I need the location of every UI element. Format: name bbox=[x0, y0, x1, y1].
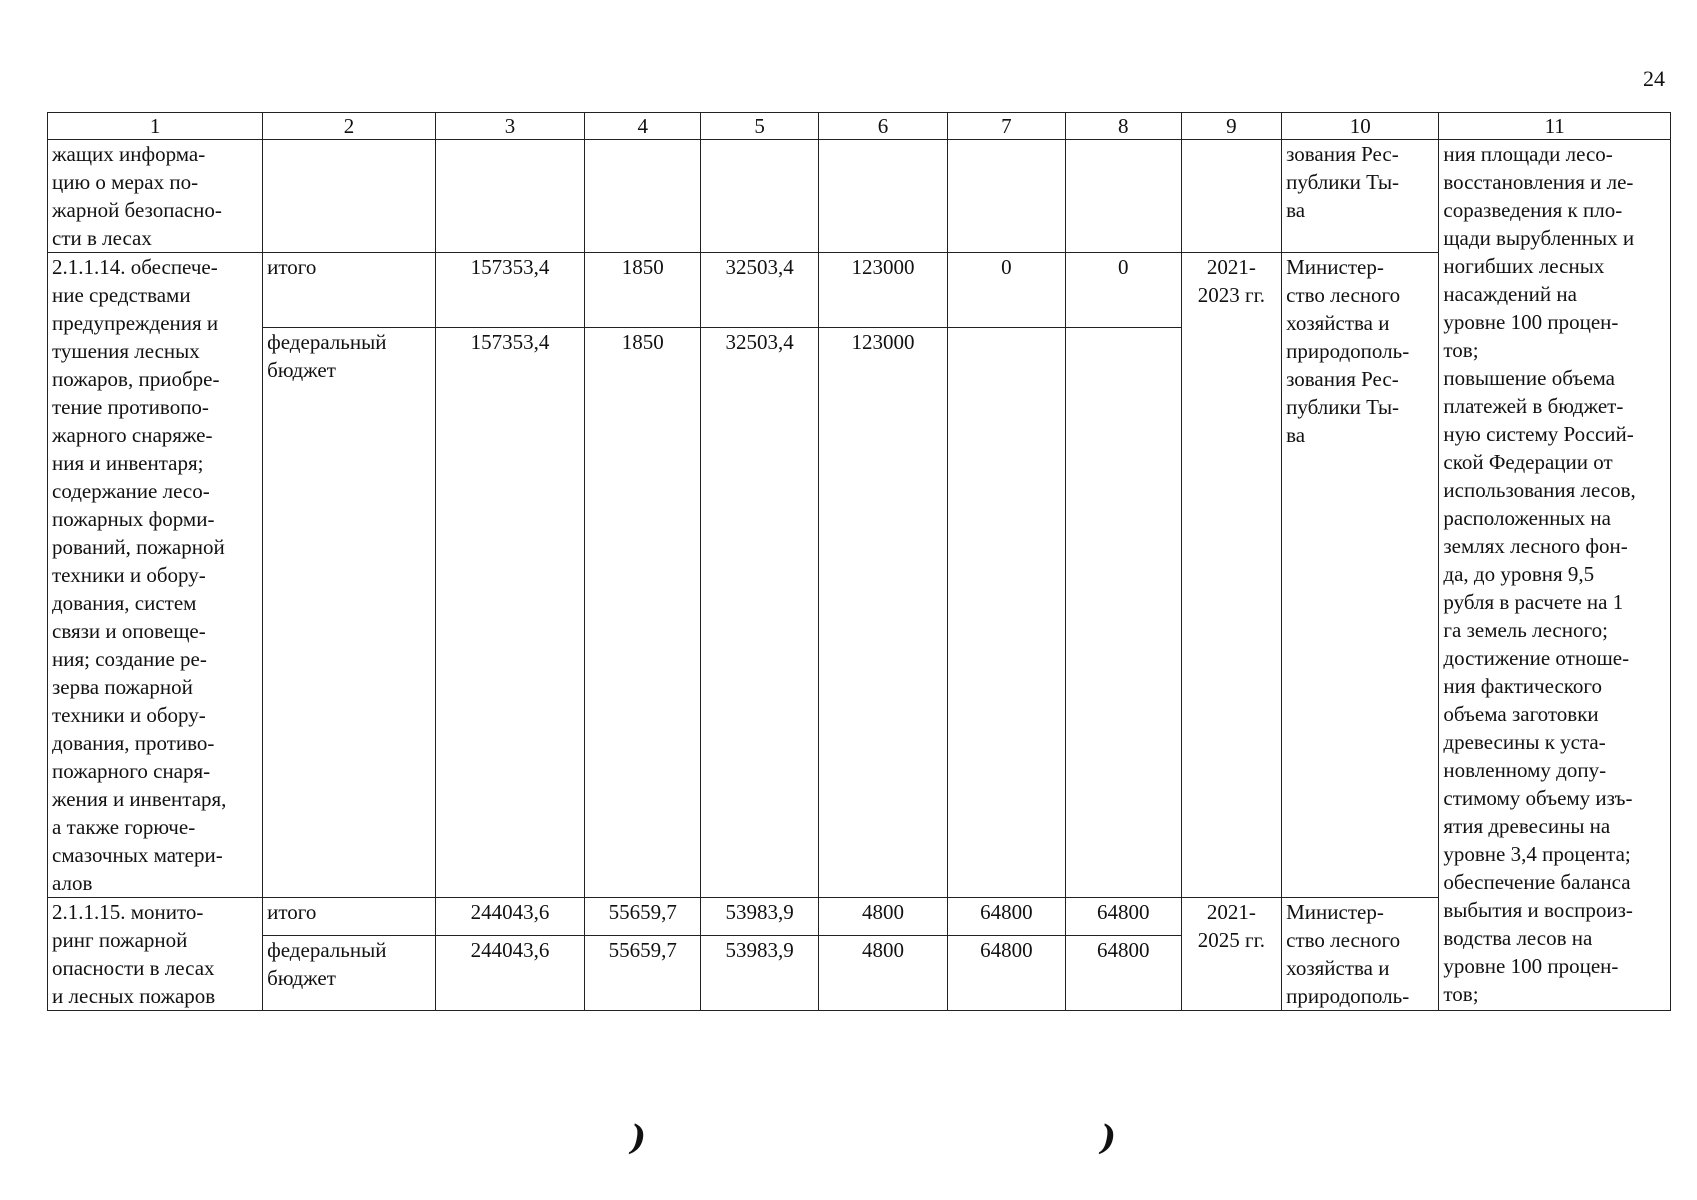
scan-mark: ) bbox=[1100, 1118, 1117, 1158]
total-value: 55659,7 bbox=[585, 898, 701, 936]
table-row bbox=[48, 898, 1671, 936]
source-total-label: итого bbox=[263, 253, 436, 328]
continuation-measure-text: жащих информа- цию о мерах по- жарной безопасно- сти в лесах bbox=[48, 140, 263, 253]
col-header-9: 9 bbox=[1181, 113, 1281, 140]
scan-mark: ) bbox=[630, 1118, 647, 1158]
total-value: 1850 bbox=[585, 253, 701, 328]
col-header-8: 8 bbox=[1065, 113, 1181, 140]
federal-value: 157353,4 bbox=[435, 328, 585, 898]
federal-value: 64800 bbox=[947, 936, 1065, 1011]
col-header-1: 1 bbox=[48, 113, 263, 140]
total-value: 53983,9 bbox=[701, 898, 819, 936]
col-header-2: 2 bbox=[263, 113, 436, 140]
executor-text: Министер- ство лесного хозяйства и природополь- зования Рес- публики Ты- ва bbox=[1282, 253, 1439, 898]
page-number: 24 bbox=[1643, 66, 1665, 91]
col-header-11: 11 bbox=[1439, 113, 1671, 140]
federal-value: 64800 bbox=[1065, 936, 1181, 1011]
federal-value bbox=[947, 328, 1065, 898]
federal-value: 4800 bbox=[819, 936, 948, 1011]
federal-value bbox=[1065, 328, 1181, 898]
total-value: 157353,4 bbox=[435, 253, 585, 328]
total-value: 4800 bbox=[819, 898, 948, 936]
header-row bbox=[48, 113, 1671, 140]
continuation-executor-text: зования Рес- публики Ты- ва bbox=[1282, 140, 1439, 253]
total-value: 0 bbox=[947, 253, 1065, 328]
expected-results-text: ния площади лесо- восстановления и ле- соразведения к пло- щади вырубленных и ногибших лесных насаждений на уровне 100 процен- тов; повышение объема платежей в бюджет- ную систему Россий- ской Федерации от использования лесов, расположенных на землях лесного фон- да, до уровня 9,5 рубля в расчете на 1 га земель лесного; достижение отноше- ния фактического объема заготовки древесины к уста- новленному допу- стимому объему изъ- ятия древесины на уровне 3,4 процента; обеспечение баланса выбытия и воспроиз- водства лесов на уровне 100 процен- тов; bbox=[1439, 140, 1671, 1011]
federal-value: 53983,9 bbox=[701, 936, 819, 1011]
federal-value: 244043,6 bbox=[435, 936, 585, 1011]
total-value: 123000 bbox=[819, 253, 948, 328]
col-header-3: 3 bbox=[435, 113, 585, 140]
total-value: 32503,4 bbox=[701, 253, 819, 328]
total-value: 0 bbox=[1065, 253, 1181, 328]
total-value: 64800 bbox=[947, 898, 1065, 936]
table-row bbox=[48, 253, 1671, 328]
source-federal-label: федеральный бюджет bbox=[263, 936, 436, 1011]
executor-text: Министер- ство лесного хозяйства и природополь- bbox=[1282, 898, 1439, 1011]
total-value: 64800 bbox=[1065, 898, 1181, 936]
measure-2-1-1-14-name: 2.1.1.14. обеспече- ние средствами предупреждения и тушения лесных пожаров, приобре- тение противопо- жарного снаряже- ния и инвентаря; содержание лесо- пожарных форми- рований, пожарной техники и обору- дования, систем связи и оповеще- ния; создание ре- зерва пожарной техники и обору- дования, противо- пожарного снаря- жения и инвентаря, а также горюче- смазочных матери- алов bbox=[48, 253, 263, 898]
col-header-7: 7 bbox=[947, 113, 1065, 140]
source-federal-label: федеральный бюджет bbox=[263, 328, 436, 898]
col-header-6: 6 bbox=[819, 113, 948, 140]
program-table bbox=[47, 112, 1671, 1011]
col-header-4: 4 bbox=[585, 113, 701, 140]
continuation-row bbox=[48, 140, 1671, 253]
total-value: 244043,6 bbox=[435, 898, 585, 936]
measure-2-1-1-15-name: 2.1.1.15. монито- ринг пожарной опасности в лесах и лесных пожаров bbox=[48, 898, 263, 1011]
col-header-5: 5 bbox=[701, 113, 819, 140]
period-text: 2021- 2023 гг. bbox=[1181, 253, 1281, 898]
federal-value: 32503,4 bbox=[701, 328, 819, 898]
col-header-10: 10 bbox=[1282, 113, 1439, 140]
period-text: 2021- 2025 гг. bbox=[1181, 898, 1281, 1011]
federal-value: 1850 bbox=[585, 328, 701, 898]
federal-value: 123000 bbox=[819, 328, 948, 898]
source-total-label: итого bbox=[263, 898, 436, 936]
federal-value: 55659,7 bbox=[585, 936, 701, 1011]
